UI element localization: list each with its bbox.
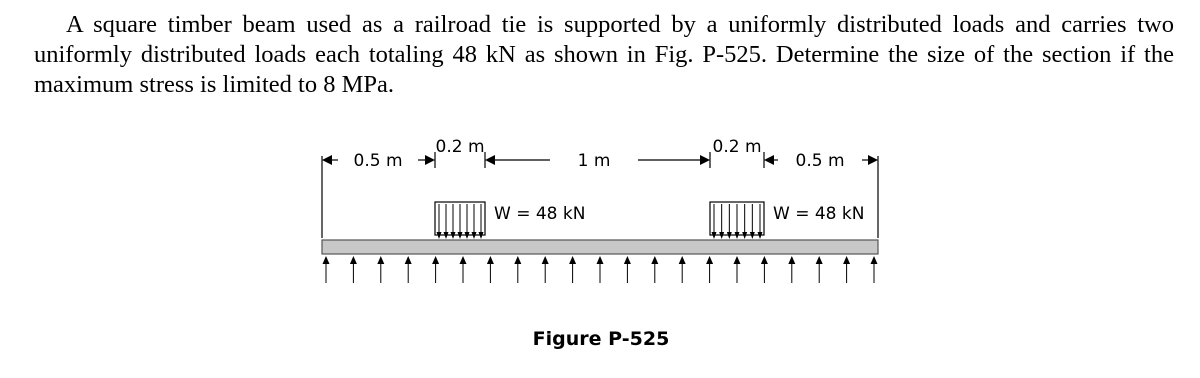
reaction-arrowhead-icon [679,256,686,264]
arrowhead-icon [322,155,332,165]
reaction-arrowhead-icon [460,256,467,264]
right-load-width-label: 0.2 m [712,137,762,157]
reaction-arrowhead-icon [323,256,330,264]
reaction-arrowhead-icon [871,256,878,264]
beam [322,240,878,254]
arrowhead-icon [485,155,495,165]
reaction-arrowhead-icon [706,256,713,264]
reaction-arrowhead-icon [377,256,384,264]
reaction-arrowhead-icon [405,256,412,264]
reaction-arrowhead-icon [487,256,494,264]
right-overhang-label: 0.5 m [795,151,845,171]
right-distributed-load [710,202,764,239]
reaction-arrowhead-icon [624,256,631,264]
reaction-arrowhead-icon [651,256,658,264]
reaction-arrowhead-icon [542,256,549,264]
left-load-width-label: 0.2 m [435,137,485,157]
reaction-arrowhead-icon [514,256,521,264]
supporting-reaction [323,256,878,283]
reaction-arrowhead-icon [761,256,768,264]
problem-statement: A square timber beam used as a railroad tie is supported by a uniformly distributed loads and carries two uniformly distributed loads each totaling 48 kN as shown in Fig. P-525. Determine the size of the section if the maximum stress is limited to 8 MPa. [34,11,1174,98]
left-overhang-label: 0.5 m [353,151,403,171]
arrowhead-icon [700,155,710,165]
right-load-label: W = 48 kN [773,204,865,224]
figure-caption: Figure P-525 [532,328,670,350]
left-distributed-load [435,202,485,239]
reaction-arrowhead-icon [569,256,576,264]
reaction-arrowhead-icon [350,256,357,264]
left-load-label: W = 48 kN [494,204,586,224]
arrowhead-icon [868,155,878,165]
reaction-arrowhead-icon [432,256,439,264]
reaction-arrowhead-icon [597,256,604,264]
reaction-arrowhead-icon [788,256,795,264]
reaction-arrowhead-icon [816,256,823,264]
arrowhead-icon [425,155,435,165]
reaction-arrowhead-icon [843,256,850,264]
middle-span-label: 1 m [577,151,611,171]
reaction-arrowhead-icon [734,256,741,264]
arrowhead-icon [764,155,774,165]
